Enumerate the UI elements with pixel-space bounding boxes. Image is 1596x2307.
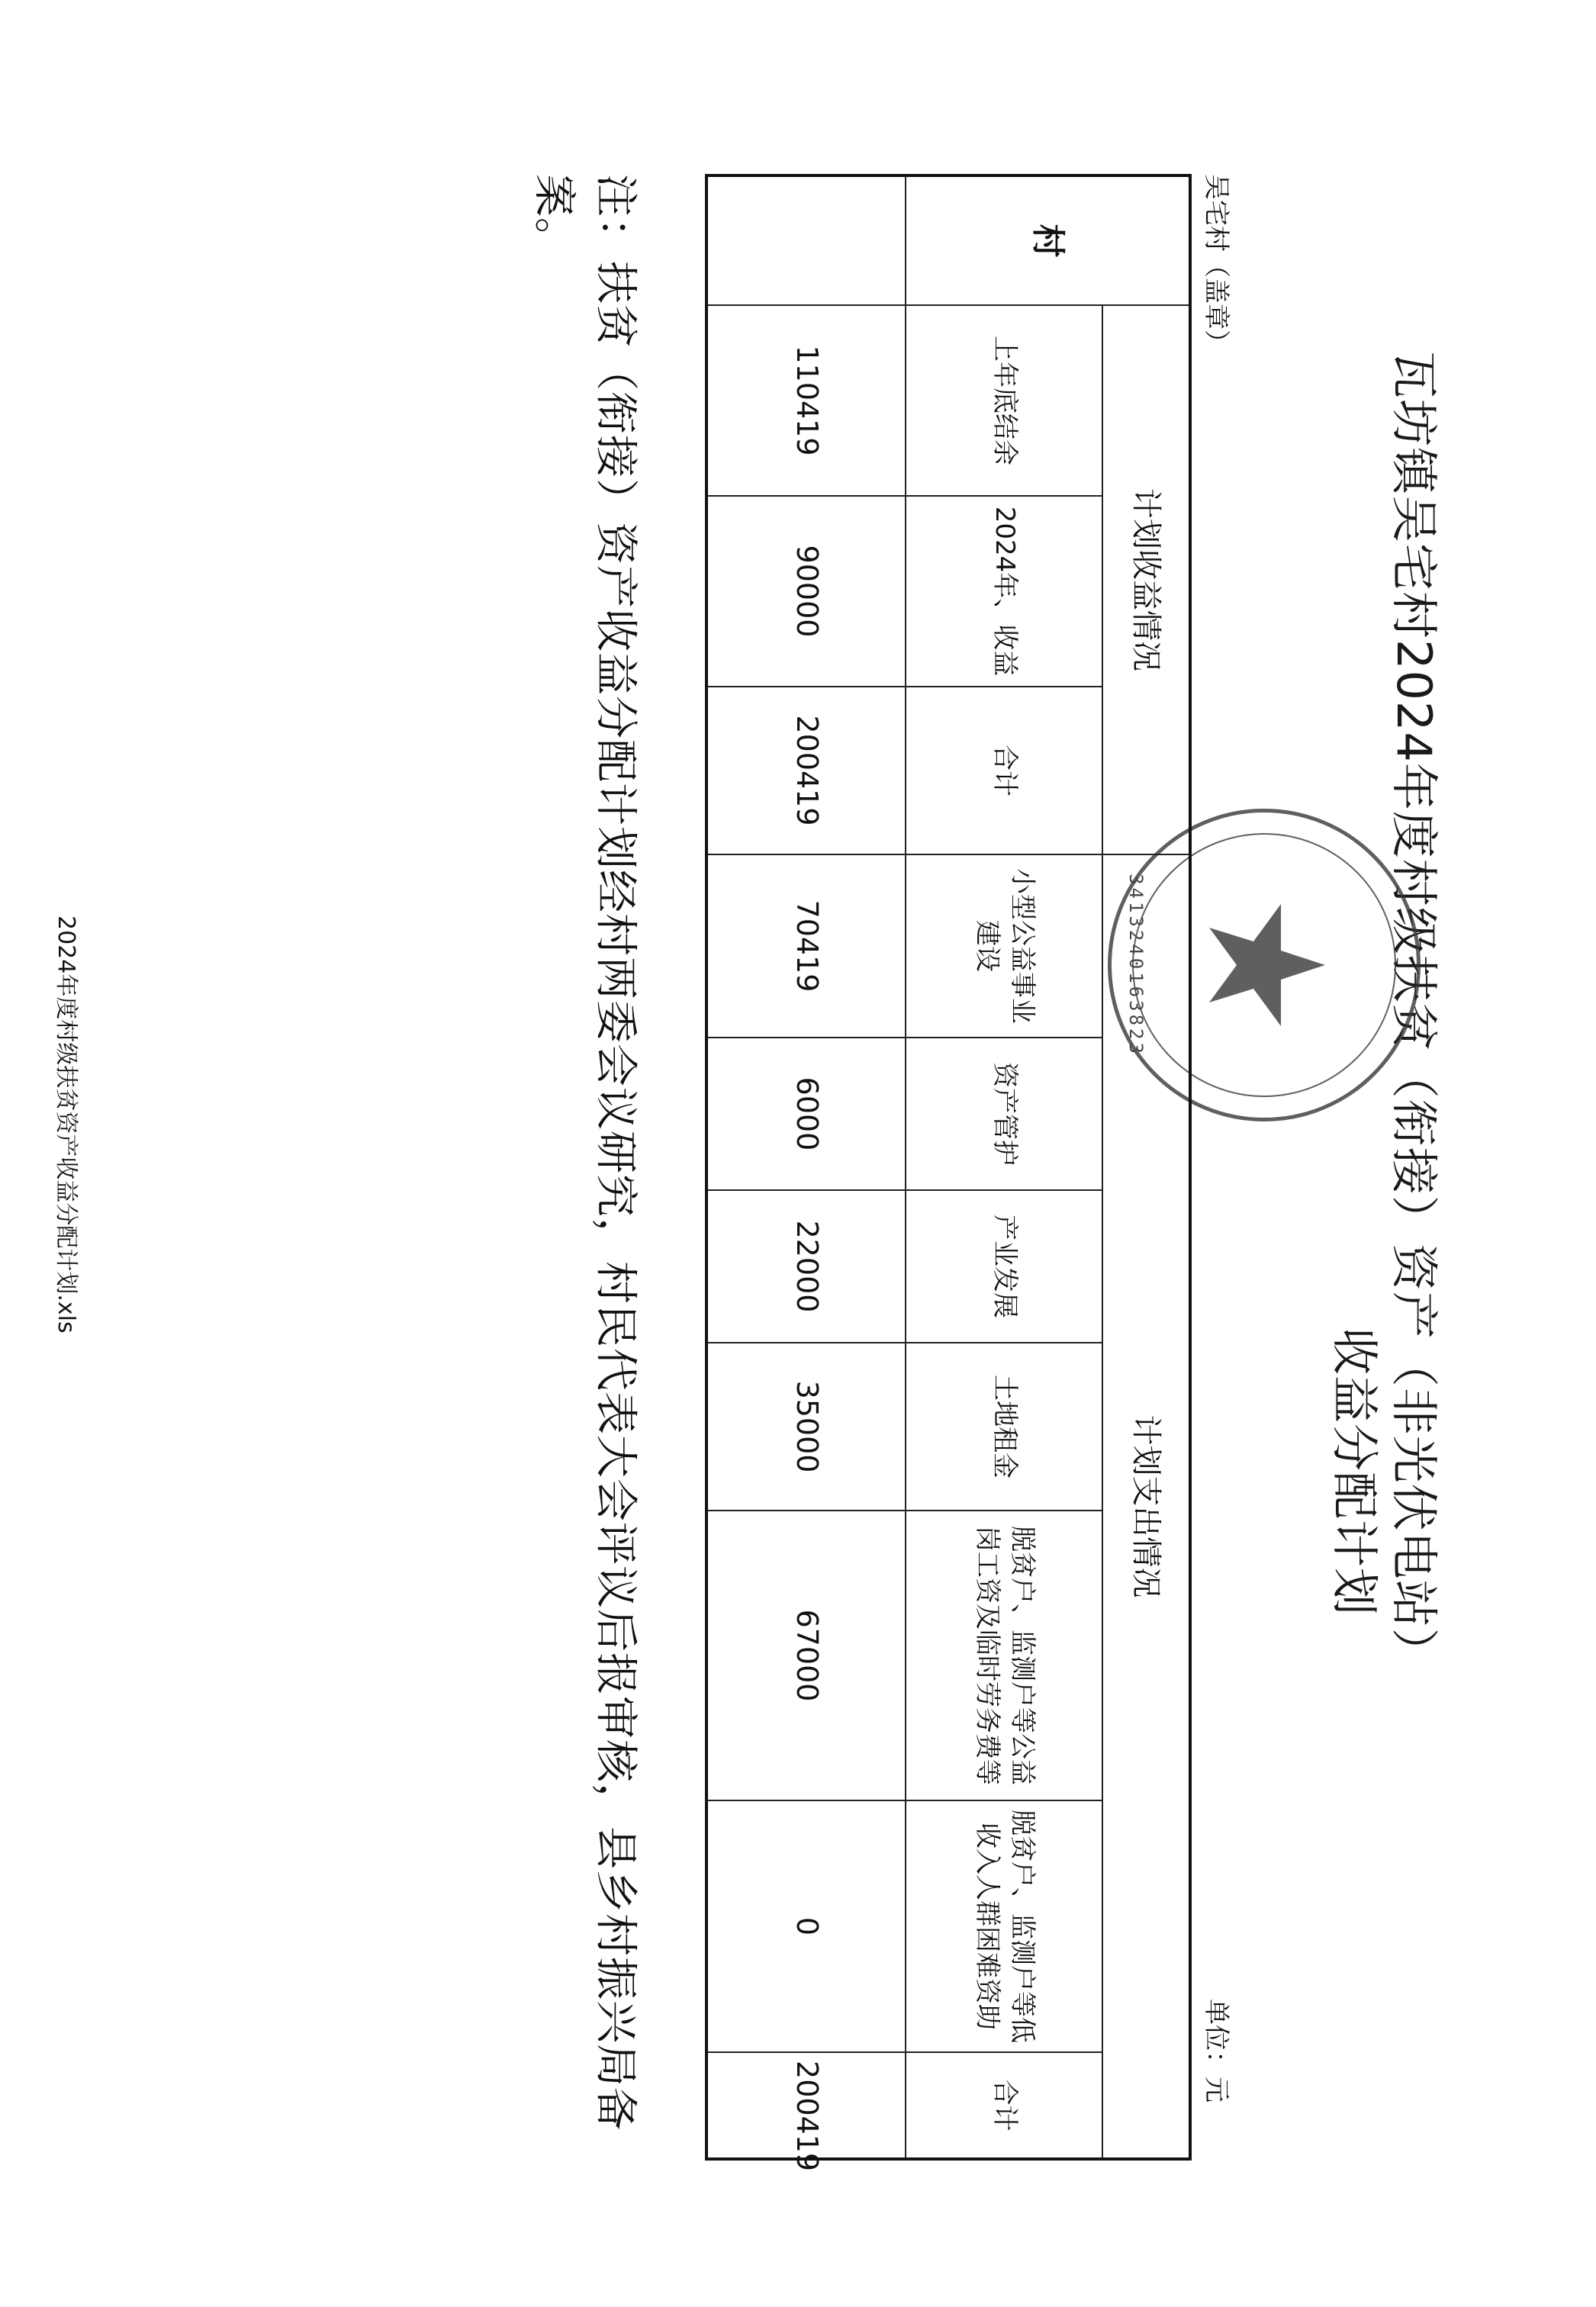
table-cell: 22000 <box>706 1190 906 1343</box>
income-distribution-table <box>705 174 1192 2172</box>
table-cell: 200419 <box>706 687 906 854</box>
footer-filename: 2024年度村级扶贫资产收益分配计划.xls <box>53 915 79 1334</box>
village-stamp-label: 吴宅村（盖章） <box>1201 174 1231 356</box>
column-header: 脱贫户、监测户等公益岗工资及临时劳务费等 <box>906 1511 1102 1800</box>
column-header: 小型公益事业建设 <box>906 854 1102 1038</box>
approval-note: 注：扶贫（衔接）资产收益分配计划经村两委会议研究，村民代表大会评议后报审核，县乡村振兴局备案。 <box>528 174 640 2131</box>
table-row <box>706 175 906 2159</box>
column-header: 2024年、收益 <box>906 496 1102 687</box>
table-cell: 70419 <box>706 854 906 1038</box>
table-cell: 200419 <box>706 2052 906 2159</box>
table-cell: 110419 <box>706 305 906 496</box>
column-header: 产业发展 <box>906 1190 1102 1343</box>
column-header: 上年底结余 <box>906 305 1102 496</box>
column-header: 脱贫户、监测户等低收入人群困难资助 <box>906 1800 1102 2052</box>
table-cell-empty <box>706 175 906 305</box>
document-title <box>1325 351 1443 1846</box>
table-cell: 90000 <box>706 496 906 687</box>
group-header-expense: 计划支出情况 <box>1102 854 1190 2159</box>
table-cell: 35000 <box>706 1343 906 1511</box>
column-header: 资产管护 <box>906 1038 1102 1190</box>
title-line-1: 瓦坊镇吴宅村2024年度村级扶贫（衔接）资产（非光伏电站） <box>1386 351 1442 1676</box>
seal-code: 3413240163823 <box>1125 874 1147 1057</box>
table-group-header-row <box>1102 175 1190 2159</box>
table-column-header-row <box>906 175 1102 2159</box>
table-cell: 67000 <box>706 1511 906 1800</box>
column-header: 土地租金 <box>906 1343 1102 1511</box>
unit-label: 单位：元 <box>1201 1999 1231 2103</box>
group-header-income: 计划收益情况 <box>1102 305 1190 854</box>
column-header: 合计 <box>906 687 1102 854</box>
row-header-village: 村 <box>906 175 1190 305</box>
table-cell: 0 <box>706 1800 906 2052</box>
column-header: 合计 <box>906 2052 1102 2159</box>
title-line-2: 收益分配计划 <box>1327 1327 1383 1617</box>
table-cell: 6000 <box>706 1038 906 1190</box>
